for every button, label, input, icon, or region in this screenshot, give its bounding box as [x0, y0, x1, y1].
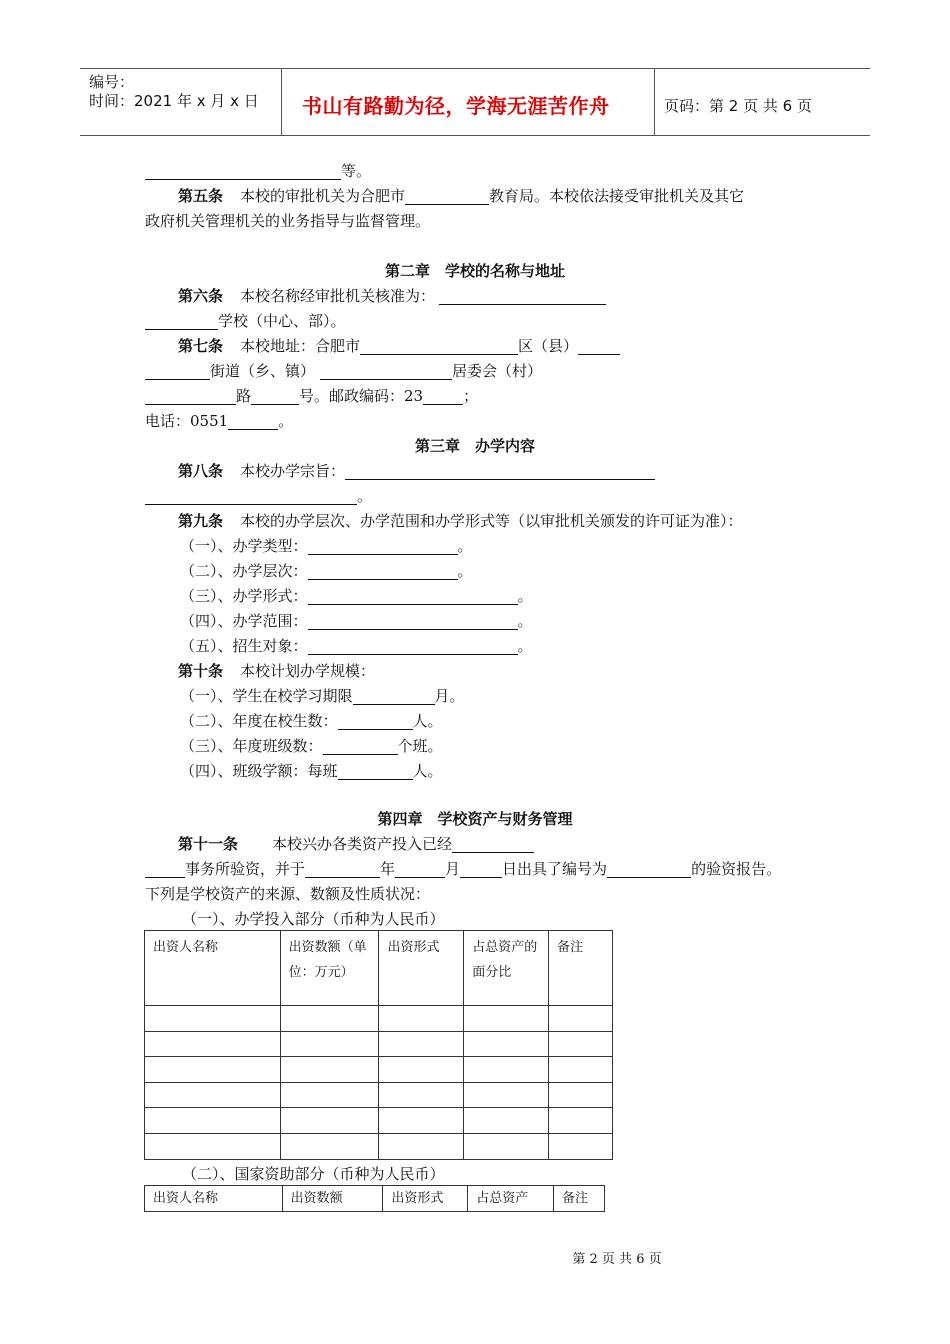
text: 。	[278, 412, 294, 430]
text: 月	[445, 860, 461, 878]
list-item	[180, 587, 533, 605]
text: 的验资报告。	[691, 860, 782, 878]
article-9	[178, 512, 743, 530]
table-header-row	[145, 931, 613, 1006]
column-header: 出资数额	[282, 1186, 383, 1212]
text-line	[145, 412, 293, 430]
table-cell[interactable]	[379, 1082, 464, 1108]
table-row	[145, 1082, 613, 1108]
column-header: 占总资产	[468, 1186, 554, 1212]
table-cell[interactable]	[464, 1006, 549, 1032]
table-cell[interactable]	[549, 1031, 613, 1057]
blank	[145, 489, 357, 505]
blank	[345, 464, 655, 480]
table-cell[interactable]	[379, 1133, 464, 1159]
text: 街道（乡、镇）	[210, 362, 316, 380]
table-cell[interactable]	[145, 1031, 281, 1057]
column-header: 备注	[549, 931, 613, 1006]
table-cell[interactable]	[549, 1133, 613, 1159]
header-motto: 书山有路勤为径，学海无涯苦作舟	[302, 94, 610, 118]
table-cell[interactable]	[379, 1006, 464, 1032]
text-line	[145, 387, 478, 405]
text: 教育局。本校依法接受审批机关及其它	[489, 187, 745, 205]
chapter-heading: 第三章 办学内容	[414, 437, 535, 455]
text: 。	[457, 562, 473, 580]
text: 日出具了编号为	[502, 860, 608, 878]
text: （一）、办学类型：	[180, 537, 308, 555]
blank	[308, 639, 518, 655]
blank	[251, 389, 299, 405]
text: 学校（中心、部）。	[218, 312, 346, 330]
blank	[405, 189, 489, 205]
text: 。	[517, 612, 533, 630]
text: 号。邮政编码：23	[299, 387, 424, 405]
header-page-label: 页码：第 2 页 共 6 页	[664, 97, 812, 115]
section-label: （二）、国家资助部分（币种为人民币）	[182, 1165, 445, 1183]
blank	[145, 164, 341, 180]
text: （四）、办学范围：	[180, 612, 308, 630]
text: （三）、年度班级数：	[180, 737, 323, 755]
list-item	[180, 612, 533, 630]
text-line	[145, 312, 346, 330]
table-cell[interactable]	[280, 1082, 379, 1108]
blank	[145, 314, 218, 330]
blank	[323, 739, 398, 755]
table-row	[145, 1108, 613, 1134]
table-cell[interactable]	[549, 1082, 613, 1108]
table-cell[interactable]	[280, 1057, 379, 1083]
table-row	[145, 1057, 613, 1083]
list-item	[180, 687, 465, 705]
table-cell[interactable]	[549, 1006, 613, 1032]
table-cell[interactable]	[464, 1082, 549, 1108]
article-10	[178, 662, 375, 680]
table-cell[interactable]	[145, 1133, 281, 1159]
blank	[320, 364, 452, 380]
text: 政府机关管理机关的业务指导与监督管理。	[145, 212, 431, 230]
header-divider	[654, 68, 655, 136]
blank	[145, 862, 185, 878]
blank	[308, 614, 518, 630]
doc-time-label: 时间：2021 年 x 月 x 日	[89, 92, 259, 110]
text: ；	[463, 387, 479, 405]
table-cell[interactable]	[549, 1057, 613, 1083]
text: 居委会（村）	[452, 362, 543, 380]
list-item	[180, 562, 473, 580]
text: 本校的办学层次、办学范围和办学形式等（以审批机关颁发的许可证为准）：	[240, 512, 743, 530]
text: 等。	[341, 162, 372, 180]
article-title: 第五条	[178, 187, 224, 205]
table-cell[interactable]	[280, 1031, 379, 1057]
blank	[338, 764, 413, 780]
column-header: 出资人名称	[145, 1186, 283, 1212]
list-item	[180, 537, 473, 555]
column-header: 出资数额（单位：万元）	[280, 931, 379, 1006]
table-cell[interactable]	[549, 1108, 613, 1134]
text: 本校计划办学规模：	[240, 662, 376, 680]
doc-number-label: 编号：	[89, 73, 135, 91]
article-title: 第七条	[178, 337, 224, 355]
text-line	[145, 487, 372, 505]
text: 。	[517, 637, 533, 655]
article-title: 第十一条	[178, 835, 239, 853]
text: 本校地址：合肥市	[240, 337, 361, 355]
article-11	[178, 835, 534, 853]
table-cell[interactable]	[464, 1133, 549, 1159]
blank	[305, 862, 380, 878]
table-cell[interactable]	[280, 1006, 379, 1032]
blank	[308, 589, 518, 605]
table-row	[145, 1133, 613, 1159]
blank	[308, 564, 458, 580]
table-cell[interactable]	[379, 1057, 464, 1083]
list-item	[180, 637, 533, 655]
article-title: 第九条	[178, 512, 224, 530]
table-cell[interactable]	[280, 1133, 379, 1159]
table-cell[interactable]	[464, 1031, 549, 1057]
article-title: 第十条	[178, 662, 224, 680]
blank	[460, 862, 502, 878]
table-cell[interactable]	[280, 1108, 379, 1134]
table-cell[interactable]	[379, 1108, 464, 1134]
text: 事务所验资，并于	[185, 860, 306, 878]
blank	[145, 364, 210, 380]
article-7	[178, 337, 620, 355]
text: 月。	[434, 687, 465, 705]
article-8	[178, 462, 655, 480]
blank	[360, 339, 518, 355]
text: 本校的审批机关为合肥市	[240, 187, 406, 205]
table-cell[interactable]	[145, 1082, 281, 1108]
blank	[308, 539, 458, 555]
table-row	[145, 1006, 613, 1032]
text: 本校兴办各类资产投入已经	[272, 835, 453, 853]
chapter-heading: 第二章 学校的名称与地址	[384, 262, 565, 280]
text: 年	[380, 860, 396, 878]
table-cell[interactable]	[464, 1057, 549, 1083]
blank	[395, 862, 445, 878]
blank	[439, 289, 606, 305]
text: 本校名称经审批机关核准为：	[240, 287, 436, 305]
chapter-heading: 第四章 学校资产与财务管理	[377, 810, 573, 828]
text: 本校办学宗旨：	[240, 462, 346, 480]
text-line	[145, 162, 371, 180]
article-title: 第六条	[178, 287, 224, 305]
section-label: （一）、办学投入部分（币种为人民币）	[182, 910, 445, 928]
article-5	[178, 187, 744, 205]
text: （四）、班级学额：每班	[180, 762, 338, 780]
column-header: 占总资产的面分比	[464, 931, 549, 1006]
table-cell[interactable]	[464, 1108, 549, 1134]
text: （五）、招生对象：	[180, 637, 308, 655]
blank	[145, 389, 236, 405]
article-title: 第八条	[178, 462, 224, 480]
text-line	[145, 362, 542, 380]
blank	[423, 389, 463, 405]
table-cell[interactable]	[145, 1006, 281, 1032]
blank	[578, 339, 620, 355]
text-line	[145, 212, 430, 230]
text: （三）、办学形式：	[180, 587, 308, 605]
text: 区（县）	[518, 337, 579, 355]
blank	[452, 837, 534, 853]
page-footer: 第 2 页 共 6 页	[572, 1252, 662, 1267]
text: 个班。	[397, 737, 443, 755]
header-top-rule	[80, 68, 870, 69]
list-item	[180, 712, 443, 730]
table-header-row	[145, 1186, 605, 1212]
table-cell[interactable]	[379, 1031, 464, 1057]
blank	[228, 414, 278, 430]
column-header: 备注	[554, 1186, 605, 1212]
text: 电话：0551	[145, 412, 229, 430]
blank	[607, 862, 691, 878]
state-funding-table	[144, 1185, 605, 1212]
column-header: 出资形式	[383, 1186, 468, 1212]
blank	[338, 714, 413, 730]
text: 人。	[412, 762, 443, 780]
text: 。	[457, 537, 473, 555]
investment-table	[144, 930, 613, 1160]
text: 。	[357, 487, 373, 505]
column-header: 出资形式	[379, 931, 464, 1006]
article-6	[178, 287, 606, 305]
text: 。	[517, 587, 533, 605]
text: 人。	[412, 712, 443, 730]
text: （一）、学生在校学习期限	[180, 687, 353, 705]
text: （二）、办学层次：	[180, 562, 308, 580]
text-line	[145, 860, 781, 878]
text: 路	[236, 387, 252, 405]
table-row	[145, 1031, 613, 1057]
text-line: 下列是学校资产的来源、数额及性质状况：	[145, 885, 431, 903]
table-cell[interactable]	[145, 1057, 281, 1083]
list-item	[180, 762, 443, 780]
header-bottom-rule	[80, 135, 870, 136]
blank	[353, 689, 435, 705]
header-divider	[281, 68, 282, 136]
list-item	[180, 737, 443, 755]
column-header: 出资人名称	[145, 931, 281, 1006]
table-cell[interactable]	[145, 1108, 281, 1134]
text: （二）、年度在校生数：	[180, 712, 338, 730]
